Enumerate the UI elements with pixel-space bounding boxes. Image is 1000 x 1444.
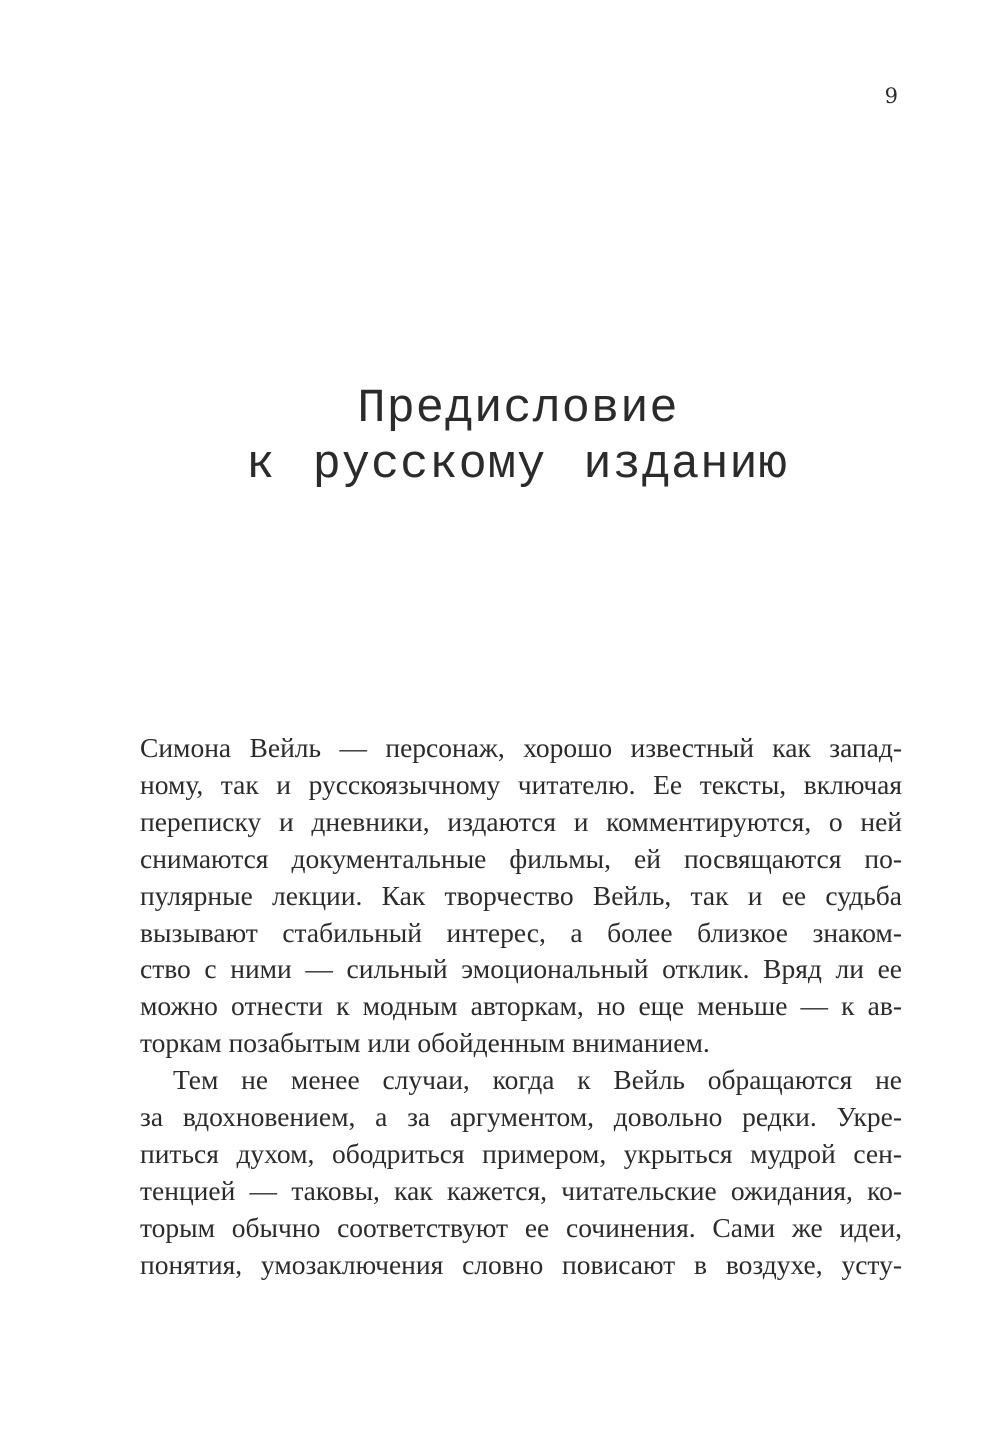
text-line: ство с ними — сильный эмоциональный отклик. Вряд ли ее — [140, 953, 902, 985]
text-line: торым обычно соответствуют ее сочинения. Сами же идеи, — [140, 1211, 902, 1243]
text-line: за вдохновением, а за аргументом, довольно редки. Укре- — [140, 1101, 902, 1133]
chapter-title — [0, 382, 1000, 494]
body-text — [140, 730, 902, 1284]
text-line: снимаются документальные фильмы, ей посвящаются по- — [140, 842, 902, 874]
chapter-title-line-1: Предисловие — [357, 383, 679, 436]
text-line: можно отнести к модным авторкам, но еще меньше — к ав- — [140, 990, 902, 1022]
text-line: ному, так и русскоязычному читателю. Ее тексты, включая — [140, 768, 902, 800]
text-line: Симона Вейль — персонаж, хорошо известный как запад- — [140, 732, 902, 763]
text-line: питься духом, ободриться примером, укрыться мудрой сен- — [140, 1137, 902, 1169]
text-line: переписку и дневники, издаются и комментируются, о ней — [140, 805, 902, 837]
page-number: 9 — [884, 84, 898, 108]
text-line: торкам позабытым или обойденным вниманием. — [140, 1027, 710, 1059]
text-line: тенцией — таковы, как кажется, читательские ожидания, ко- — [140, 1174, 902, 1206]
text-line: пулярные лекции. Как творчество Вейль, так и ее судьба — [140, 879, 902, 911]
text-line: Тем не менее случаи, когда к Вейль обращаются не — [173, 1064, 902, 1096]
text-line: вызывают стабильный интерес, а более близкое знаком- — [140, 916, 902, 948]
paragraph-1 — [140, 730, 902, 1062]
text-line: понятия, умозаключения словно повисают в воздухе, усту- — [140, 1248, 902, 1280]
chapter-title-line-2: к русскому изданию — [246, 439, 788, 492]
paragraph-2 — [140, 1062, 902, 1283]
